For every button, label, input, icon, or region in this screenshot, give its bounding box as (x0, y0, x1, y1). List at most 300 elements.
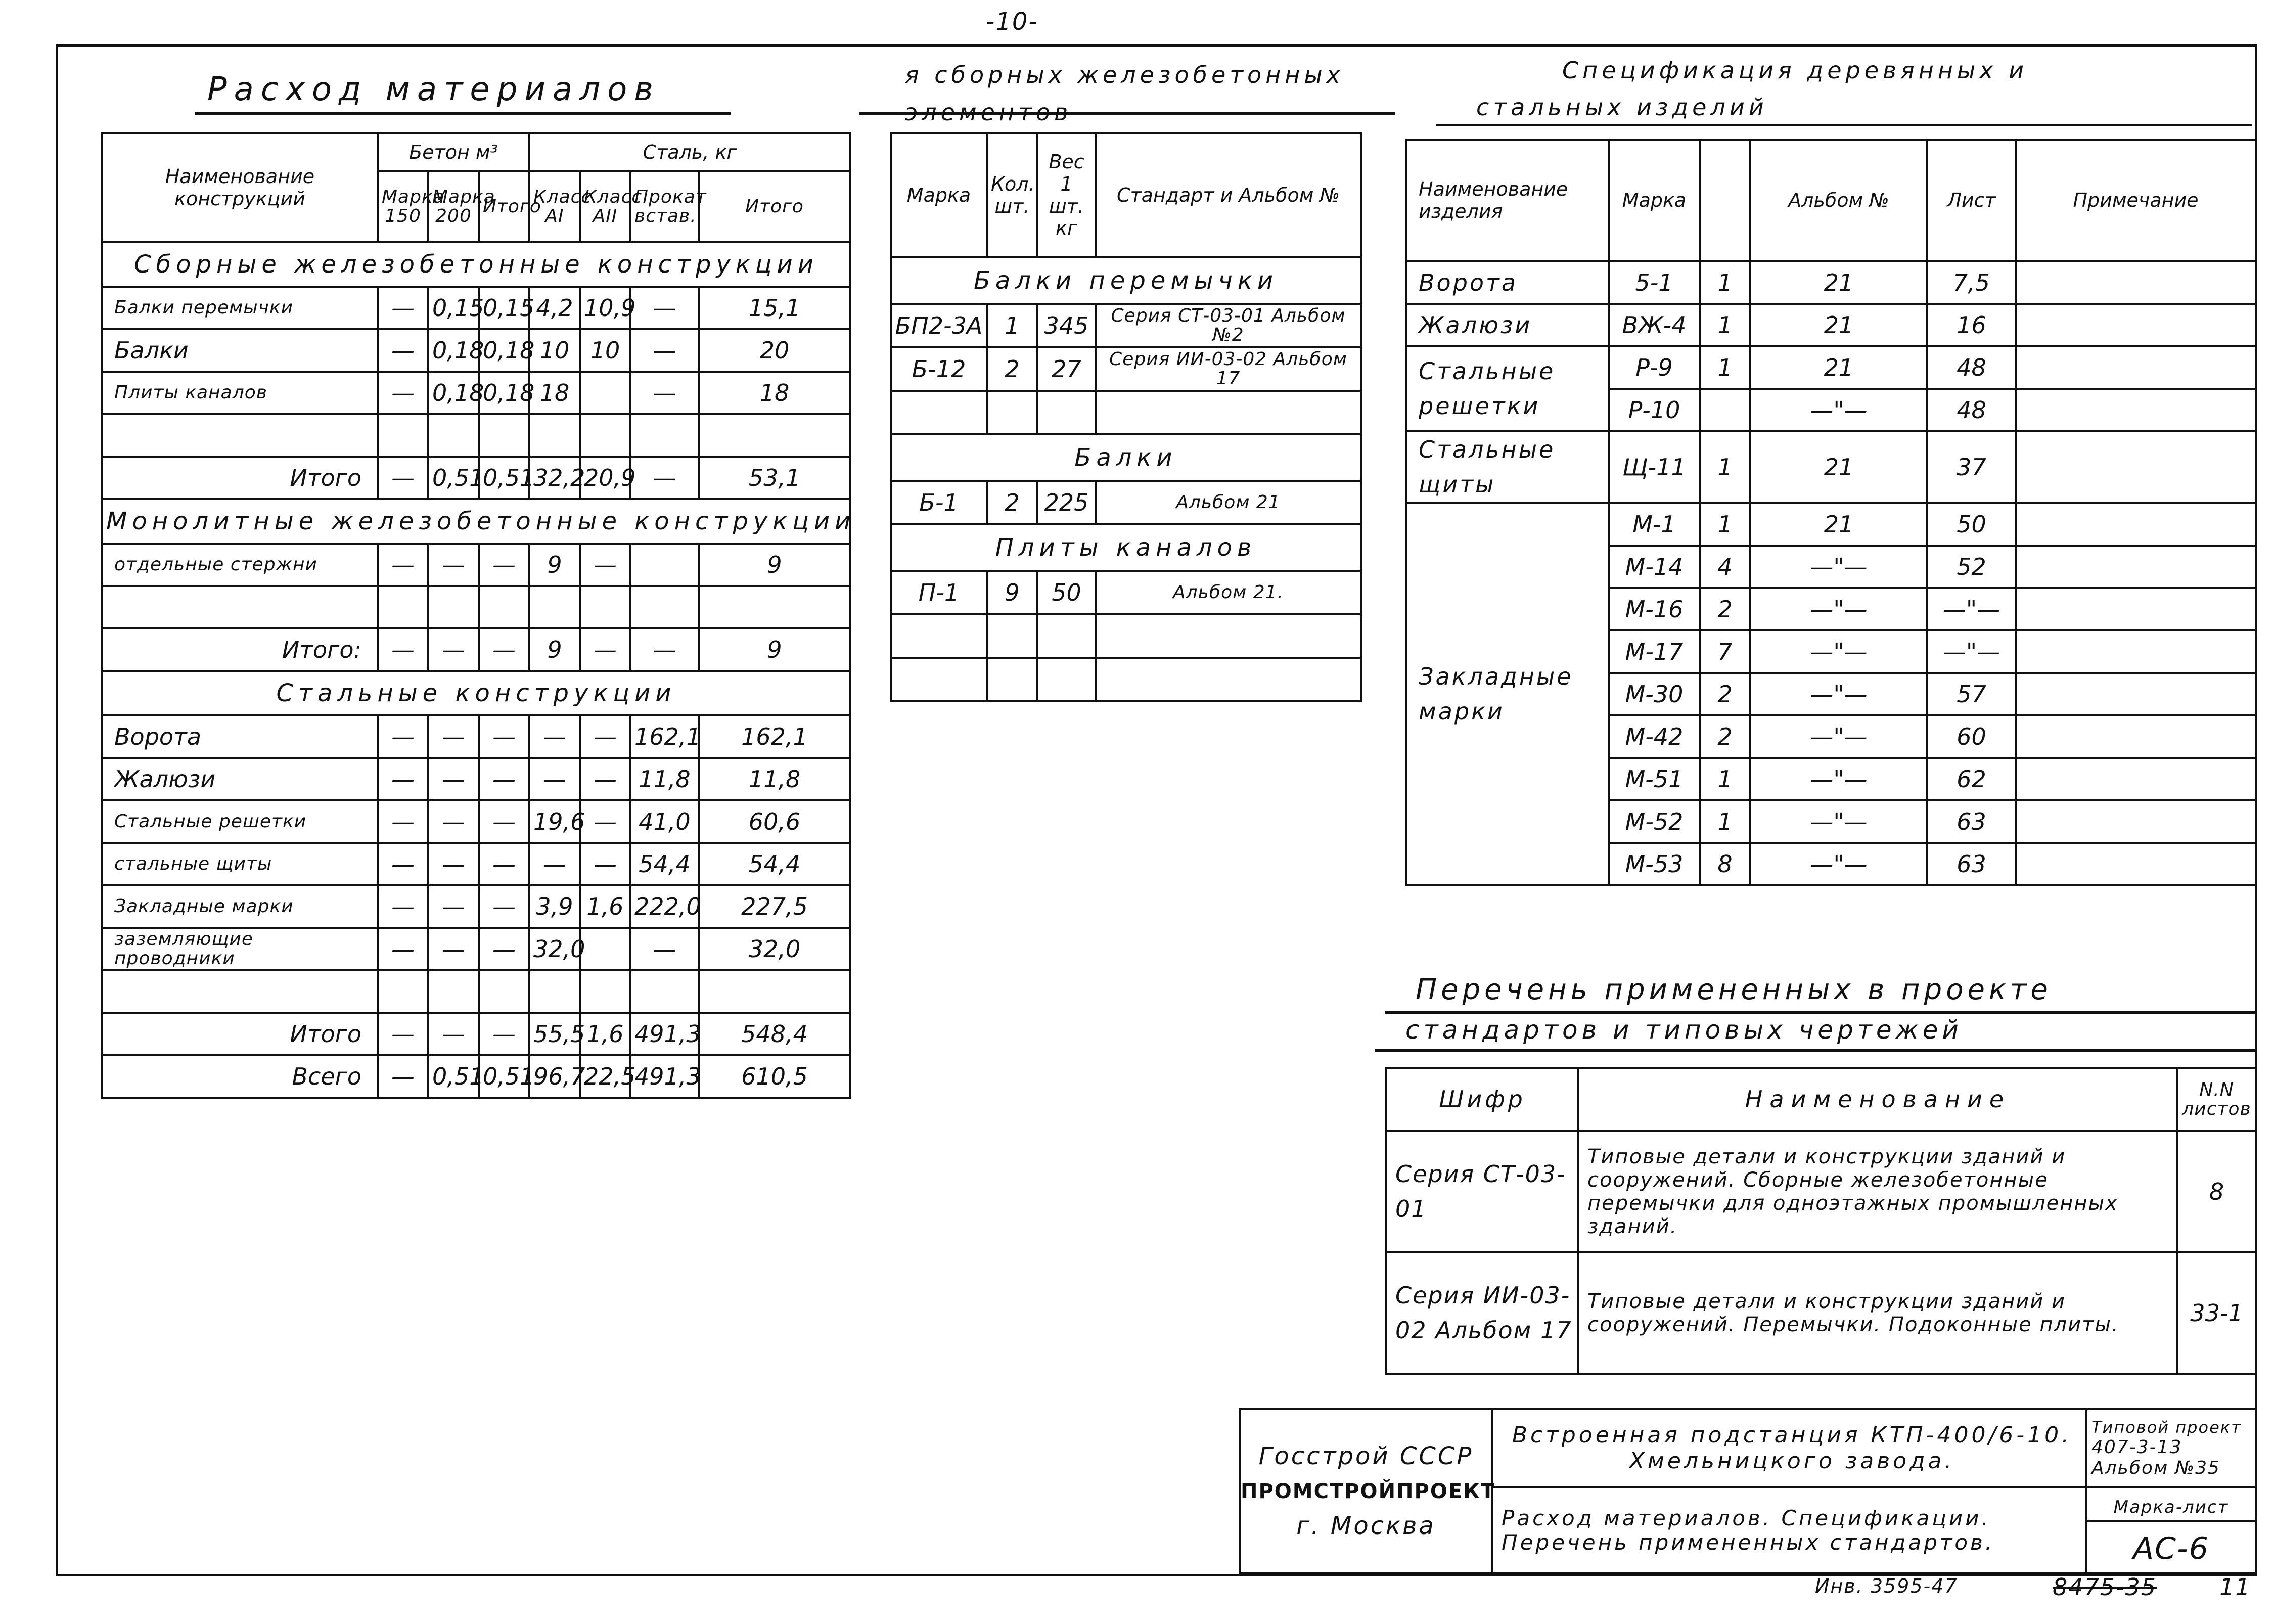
materials-cell-name (102, 414, 378, 457)
steel-cell-album: —"— (1750, 800, 1927, 843)
materials-cell-itogo-stal: 15,1 (699, 287, 850, 329)
steel-cell-marka: ВЖ-4 (1609, 304, 1700, 346)
materials-cell-itogo-stal: 548,4 (699, 1013, 850, 1055)
materials-cell-klass-a1: 9 (529, 544, 580, 586)
steel-cell-kol: 1 (1700, 346, 1750, 389)
materials-cell-name: Итого (102, 457, 378, 499)
precast-cell-marka (891, 658, 987, 701)
steel-cell-list: 60 (1927, 715, 2016, 758)
steel-cell-marka: М-14 (1609, 546, 1700, 588)
table-row (102, 544, 850, 586)
steel-cell-kol: 2 (1700, 588, 1750, 630)
precast-cell-kol: 2 (987, 347, 1037, 391)
steel-cell-list: 48 (1927, 389, 2016, 431)
precast-cell-standard: Альбом 21 (1096, 481, 1361, 524)
precast-header-standard: Стандарт и Альбом № (1096, 133, 1361, 257)
precast-cell-marka: БП2-3А (891, 304, 987, 347)
steel-cell-album: —"— (1750, 389, 1927, 431)
precast-cell-kol (987, 658, 1037, 701)
table-row (102, 843, 850, 885)
materials-cell-prokat (630, 970, 699, 1013)
materials-cell-itogo-stal: 9 (699, 544, 850, 586)
materials-cell-itogo-stal: 9 (699, 628, 850, 671)
materials-cell-itogo-beton: 0,51 (479, 1055, 529, 1098)
materials-cell-marka200: — (428, 843, 479, 885)
org-line1: Госстрой СССР (1258, 1442, 1474, 1471)
steel-spec-title-line1: Спецификация деревянных и (1562, 57, 2028, 84)
steel-cell-kol: 4 (1700, 546, 1750, 588)
materials-cell-klass-a2: — (580, 544, 630, 586)
materials-cell-prokat: 11,8 (630, 758, 699, 800)
steel-cell-note (2016, 346, 2256, 389)
steel-cell-note (2016, 800, 2256, 843)
materials-cell-prokat: 162,1 (630, 715, 699, 758)
materials-header-klass-a2: Класс АII (580, 171, 630, 242)
table-row (891, 571, 1361, 614)
materials-cell-marka200: 0,51 (428, 1055, 479, 1098)
materials-cell-prokat: 491,3 (630, 1013, 699, 1055)
materials-cell-klass-a1: 18 (529, 372, 580, 414)
table-row (102, 885, 850, 928)
steel-cell-album: —"— (1750, 758, 1927, 800)
materials-cell-marka150 (378, 414, 428, 457)
table-row (891, 481, 1361, 524)
steel-cell-kol: 2 (1700, 715, 1750, 758)
materials-cell-klass-a2: 20,9 (580, 457, 630, 499)
precast-table (890, 132, 1362, 702)
materials-cell-itogo-beton: 0,15 (479, 287, 529, 329)
precast-section-title: Плиты каналов (891, 524, 1361, 571)
precast-header-marka: Марка (891, 133, 987, 257)
precast-cell-ves: 345 (1037, 304, 1096, 347)
materials-cell-marka150: — (378, 885, 428, 928)
materials-cell-itogo-stal (699, 970, 850, 1013)
materials-cell-prokat: — (630, 287, 699, 329)
materials-cell-prokat: — (630, 928, 699, 970)
standards-cell-sheets: 33-1 (2177, 1252, 2256, 1374)
materials-cell-name: Балки перемычки (102, 287, 378, 329)
precast-cell-kol: 2 (987, 481, 1037, 524)
precast-cell-ves: 50 (1037, 571, 1096, 614)
materials-cell-klass-a2 (580, 372, 630, 414)
materials-cell-itogo-stal: 54,4 (699, 843, 850, 885)
precast-cell-ves (1037, 614, 1096, 658)
steel-cell-note (2016, 715, 2256, 758)
precast-cell-marka: П-1 (891, 571, 987, 614)
steel-cell-marka: М-53 (1609, 843, 1700, 885)
steel-cell-kol: 1 (1700, 800, 1750, 843)
table-row (1386, 1252, 2256, 1374)
materials-cell-prokat (630, 586, 699, 628)
materials-header-marka200: Марка 200 (428, 171, 479, 242)
title-block-org (1240, 1409, 1496, 1573)
materials-cell-marka200: — (428, 928, 479, 970)
standards-title-line2: стандартов и типовых чертежей (1405, 1015, 1963, 1045)
steel-cell-list: 62 (1927, 758, 2016, 800)
steel-cell-album: 21 (1750, 346, 1927, 389)
standards-title-line1: Перечень примененных в проекте (1416, 973, 2052, 1006)
steel-cell-kol: 1 (1700, 758, 1750, 800)
precast-title-underline (859, 112, 1395, 115)
materials-cell-marka150: — (378, 843, 428, 885)
materials-cell-itogo-beton: 0,18 (479, 329, 529, 372)
materials-cell-itogo-stal: 60,6 (699, 800, 850, 843)
materials-cell-itogo-beton: — (479, 758, 529, 800)
materials-cell-marka200: 0,15 (428, 287, 479, 329)
precast-cell-kol (987, 614, 1037, 658)
steel-cell-note (2016, 389, 2256, 431)
steel-cell-name: Ворота (1406, 261, 1609, 304)
steel-cell-album: 21 (1750, 431, 1927, 503)
mark-label: Марка-лист (2087, 1495, 2255, 1522)
standards-cell-sheets: 8 (2177, 1131, 2256, 1252)
materials-cell-klass-a1: 19,6 (529, 800, 580, 843)
materials-cell-marka200: — (428, 885, 479, 928)
page-number: 11 (2219, 1573, 2251, 1601)
precast-cell-standard: Серия ИИ-03-02 Альбом 17 (1096, 347, 1361, 391)
materials-cell-marka200: 0,51 (428, 457, 479, 499)
materials-cell-itogo-stal: 18 (699, 372, 850, 414)
materials-cell-marka150: — (378, 628, 428, 671)
materials-cell-klass-a2 (580, 586, 630, 628)
precast-cell-standard: Серия СТ-03-01 Альбом №2 (1096, 304, 1361, 347)
steel-cell-note (2016, 546, 2256, 588)
steel-cell-marka: Р-10 (1609, 389, 1700, 431)
steel-cell-kol: 8 (1700, 843, 1750, 885)
steel-cell-note (2016, 673, 2256, 715)
materials-cell-klass-a1: 9 (529, 628, 580, 671)
materials-cell-name: Стальные решетки (102, 800, 378, 843)
table-row (102, 800, 850, 843)
table-row (102, 758, 850, 800)
steel-header-note: Примечание (2016, 140, 2256, 261)
steel-cell-album: 21 (1750, 503, 1927, 546)
steel-cell-note (2016, 431, 2256, 503)
steel-spec-title-underline (1436, 124, 2252, 126)
materials-cell-name: Плиты каналов (102, 372, 378, 414)
steel-cell-marka: М-17 (1609, 630, 1700, 673)
materials-section-title: Стальные конструкции (102, 671, 850, 715)
materials-cell-marka150: — (378, 1055, 428, 1098)
org-line3: г. Москва (1296, 1511, 1436, 1540)
materials-cell-name: Всего (102, 1055, 378, 1098)
materials-cell-klass-a2 (580, 970, 630, 1013)
materials-header-name: Наименование конструкций (102, 133, 378, 242)
table-row (102, 1055, 850, 1098)
materials-cell-itogo-stal (699, 414, 850, 457)
materials-cell-itogo-beton: 0,51 (479, 457, 529, 499)
materials-cell-itogo-beton: 0,18 (479, 372, 529, 414)
materials-cell-itogo-stal (699, 586, 850, 628)
steel-cell-note (2016, 758, 2256, 800)
type-label: Типовой проект (2091, 1417, 2242, 1437)
steel-cell-album: —"— (1750, 673, 1927, 715)
precast-cell-ves (1037, 391, 1096, 434)
title-block (1239, 1408, 2257, 1574)
materials-cell-marka200: — (428, 800, 479, 843)
standards-table (1385, 1067, 2257, 1375)
materials-cell-klass-a1 (529, 970, 580, 1013)
mark-value: АС-6 (2133, 1531, 2209, 1567)
precast-cell-standard (1096, 391, 1361, 434)
steel-header-kol (1700, 140, 1750, 261)
steel-cell-list: 7,5 (1927, 261, 2016, 304)
materials-cell-marka200: — (428, 758, 479, 800)
materials-cell-itogo-stal: 53,1 (699, 457, 850, 499)
materials-cell-itogo-stal: 20 (699, 329, 850, 372)
table-row (102, 1013, 850, 1055)
materials-header-itogo-beton: Итого (479, 171, 529, 242)
precast-cell-marka: Б-1 (891, 481, 987, 524)
standards-cell-name: Типовые детали и конструкции зданий и сооружений. Перемычки. Подоконные плиты. (1578, 1252, 2177, 1374)
project-code: 407-3-13 Альбом №35 (2091, 1436, 2220, 1478)
steel-cell-marka: М-42 (1609, 715, 1700, 758)
materials-cell-itogo-beton (479, 970, 529, 1013)
steel-cell-list: 57 (1927, 673, 2016, 715)
materials-cell-klass-a2: — (580, 628, 630, 671)
steel-cell-marka: М-30 (1609, 673, 1700, 715)
steel-cell-note (2016, 304, 2256, 346)
steel-header-name: Наименование изделия (1406, 140, 1609, 261)
materials-cell-marka150: — (378, 928, 428, 970)
precast-cell-ves: 225 (1037, 481, 1096, 524)
table-row (102, 586, 850, 628)
precast-cell-standard (1096, 658, 1361, 701)
steel-cell-list: 16 (1927, 304, 2016, 346)
materials-cell-name: Жалюзи (102, 758, 378, 800)
materials-cell-klass-a1: 10 (529, 329, 580, 372)
materials-cell-klass-a2 (580, 414, 630, 457)
materials-cell-name (102, 970, 378, 1013)
materials-cell-klass-a1: 32,0 (529, 928, 580, 970)
table-row (1406, 304, 2256, 346)
precast-cell-marka (891, 391, 987, 434)
materials-cell-itogo-beton: — (479, 885, 529, 928)
table-row (891, 391, 1361, 434)
precast-cell-marka (891, 614, 987, 658)
steel-cell-note (2016, 503, 2256, 546)
steel-cell-kol: 2 (1700, 673, 1750, 715)
materials-cell-prokat: — (630, 628, 699, 671)
standards-header-name: Наименование (1578, 1068, 2177, 1131)
materials-cell-name: отдельные стержни (102, 544, 378, 586)
steel-cell-note (2016, 630, 2256, 673)
table-row (891, 614, 1361, 658)
table-row (102, 928, 850, 970)
materials-cell-marka150: — (378, 287, 428, 329)
materials-cell-marka150 (378, 970, 428, 1013)
standards-title-underline1 (1385, 1011, 2255, 1014)
materials-cell-name (102, 586, 378, 628)
steel-cell-album: —"— (1750, 843, 1927, 885)
steel-cell-marka: Р-9 (1609, 346, 1700, 389)
materials-cell-klass-a1: 55,5 (529, 1013, 580, 1055)
materials-cell-marka200 (428, 970, 479, 1013)
materials-header-beton: Бетон м³ (378, 133, 529, 171)
materials-cell-itogo-beton: — (479, 544, 529, 586)
precast-cell-standard: Альбом 21. (1096, 571, 1361, 614)
materials-cell-klass-a1 (529, 586, 580, 628)
materials-cell-prokat: — (630, 329, 699, 372)
steel-cell-album: —"— (1750, 715, 1927, 758)
materials-section-row (102, 671, 850, 715)
standards-title-underline2 (1375, 1049, 2255, 1052)
materials-title-underline (195, 112, 731, 115)
steel-header-list: Лист (1927, 140, 2016, 261)
title-block-type (2086, 1409, 2256, 1487)
materials-cell-itogo-beton: — (479, 928, 529, 970)
materials-cell-klass-a2: — (580, 843, 630, 885)
table-row (891, 658, 1361, 701)
materials-cell-marka150: — (378, 457, 428, 499)
table-row (102, 970, 850, 1013)
steel-cell-list: 63 (1927, 843, 2016, 885)
materials-section-row (102, 499, 850, 544)
materials-cell-itogo-stal: 162,1 (699, 715, 850, 758)
materials-cell-itogo-stal: 610,5 (699, 1055, 850, 1098)
materials-cell-marka200: — (428, 628, 479, 671)
materials-section-row (102, 242, 850, 287)
steel-cell-name: Стальные щиты (1406, 431, 1609, 503)
table-row (1406, 346, 2256, 389)
steel-spec-table (1405, 139, 2257, 886)
materials-cell-itogo-stal: 227,5 (699, 885, 850, 928)
steel-cell-marka: 5-1 (1609, 261, 1700, 304)
table-row (1406, 431, 2256, 503)
materials-cell-name: Ворота (102, 715, 378, 758)
materials-cell-klass-a1: 3,9 (529, 885, 580, 928)
steel-cell-marka: М-51 (1609, 758, 1700, 800)
precast-cell-kol: 9 (987, 571, 1037, 614)
precast-cell-standard (1096, 614, 1361, 658)
materials-cell-name: Закладные марки (102, 885, 378, 928)
table-row (102, 287, 850, 329)
materials-cell-klass-a2 (580, 928, 630, 970)
precast-cell-ves: 27 (1037, 347, 1096, 391)
steel-cell-kol (1700, 389, 1750, 431)
materials-cell-klass-a1: — (529, 843, 580, 885)
materials-cell-klass-a1: 32,2 (529, 457, 580, 499)
steel-cell-kol: 1 (1700, 304, 1750, 346)
materials-cell-marka150: — (378, 544, 428, 586)
materials-cell-name: Итого (102, 1013, 378, 1055)
precast-cell-kol: 1 (987, 304, 1037, 347)
materials-cell-prokat: 222,0 (630, 885, 699, 928)
materials-cell-name: Балки (102, 329, 378, 372)
title-block-project: Встроенная подстанция КТП-400/6-10. Хмельницкого завода. (1492, 1409, 2086, 1487)
steel-cell-kol: 1 (1700, 261, 1750, 304)
materials-cell-marka200 (428, 586, 479, 628)
materials-cell-name: стальные щиты (102, 843, 378, 885)
table-row (102, 715, 850, 758)
steel-cell-marka: Щ-11 (1609, 431, 1700, 503)
materials-cell-klass-a2: 22,5 (580, 1055, 630, 1098)
steel-cell-list: 48 (1927, 346, 2016, 389)
table-row (1406, 261, 2256, 304)
precast-header-ves: Вес 1 шт. кг (1037, 133, 1096, 257)
table-row (1386, 1131, 2256, 1252)
steel-cell-list: 37 (1927, 431, 2016, 503)
steel-cell-album: 21 (1750, 304, 1927, 346)
steel-cell-kol: 7 (1700, 630, 1750, 673)
materials-cell-itogo-beton: — (479, 715, 529, 758)
materials-cell-marka200 (428, 414, 479, 457)
steel-header-album: Альбом № (1750, 140, 1927, 261)
standards-header-sheets: N.N листов (2177, 1068, 2256, 1131)
standards-cell-shifr: Серия СТ-03-01 (1386, 1131, 1578, 1252)
materials-cell-itogo-beton (479, 414, 529, 457)
materials-cell-marka150: — (378, 715, 428, 758)
precast-section-row (891, 257, 1361, 304)
table-row (102, 457, 850, 499)
materials-cell-itogo-beton: — (479, 843, 529, 885)
steel-header-marka: Марка (1609, 140, 1700, 261)
steel-spec-title-line2: стальных изделий (1476, 94, 1768, 121)
materials-cell-klass-a1: 4,2 (529, 287, 580, 329)
steel-cell-list: —"— (1927, 630, 2016, 673)
materials-cell-prokat: 54,4 (630, 843, 699, 885)
materials-cell-itogo-stal: 32,0 (699, 928, 850, 970)
materials-table (101, 132, 856, 1099)
materials-cell-itogo-beton: — (479, 1013, 529, 1055)
materials-cell-marka150 (378, 586, 428, 628)
precast-cell-kol (987, 391, 1037, 434)
materials-cell-marka150: — (378, 372, 428, 414)
sheet-number: -10- (986, 8, 1038, 36)
materials-header-prokat: Прокат встав. (630, 171, 699, 242)
materials-cell-marka200: 0,18 (428, 372, 479, 414)
materials-section-title: Сборные железобетонные конструкции (102, 242, 850, 287)
table-row (1406, 503, 2256, 546)
table-row (102, 628, 850, 671)
materials-cell-prokat: — (630, 372, 699, 414)
precast-header-kol: Кол. шт. (987, 133, 1037, 257)
steel-cell-name: Закладные марки (1406, 503, 1609, 885)
materials-cell-itogo-stal: 11,8 (699, 758, 850, 800)
materials-header-klass-a1: Класс АI (529, 171, 580, 242)
materials-cell-klass-a2: — (580, 758, 630, 800)
materials-cell-prokat (630, 414, 699, 457)
materials-cell-marka200: 0,18 (428, 329, 479, 372)
table-row (891, 304, 1361, 347)
steel-cell-list: 52 (1927, 546, 2016, 588)
materials-cell-marka200: — (428, 715, 479, 758)
materials-title: Расход материалов (207, 71, 660, 108)
materials-header-stal: Сталь, кг (529, 133, 850, 171)
steel-cell-list: 63 (1927, 800, 2016, 843)
materials-section-title: Монолитные железобетонные конструкции (102, 499, 850, 544)
materials-cell-marka200: — (428, 1013, 479, 1055)
steel-cell-note (2016, 843, 2256, 885)
steel-cell-list: —"— (1927, 588, 2016, 630)
materials-cell-klass-a1: — (529, 715, 580, 758)
materials-cell-klass-a1: 96,7 (529, 1055, 580, 1098)
drawing-code: 8475-35 (2053, 1573, 2157, 1601)
materials-cell-klass-a1: — (529, 758, 580, 800)
steel-cell-marka: М-1 (1609, 503, 1700, 546)
steel-cell-kol: 1 (1700, 431, 1750, 503)
precast-cell-marka: Б-12 (891, 347, 987, 391)
precast-section-title: Балки перемычки (891, 257, 1361, 304)
table-row (102, 372, 850, 414)
steel-cell-album: 21 (1750, 261, 1927, 304)
title-block-mark (2086, 1487, 2256, 1573)
materials-cell-marka150: — (378, 758, 428, 800)
steel-cell-marka: М-16 (1609, 588, 1700, 630)
materials-cell-klass-a2: — (580, 800, 630, 843)
standards-cell-shifr: Серия ИИ-03-02 Альбом 17 (1386, 1252, 1578, 1374)
org-line2: ПРОМСТРОЙПРОЕКТ (1241, 1479, 1496, 1503)
